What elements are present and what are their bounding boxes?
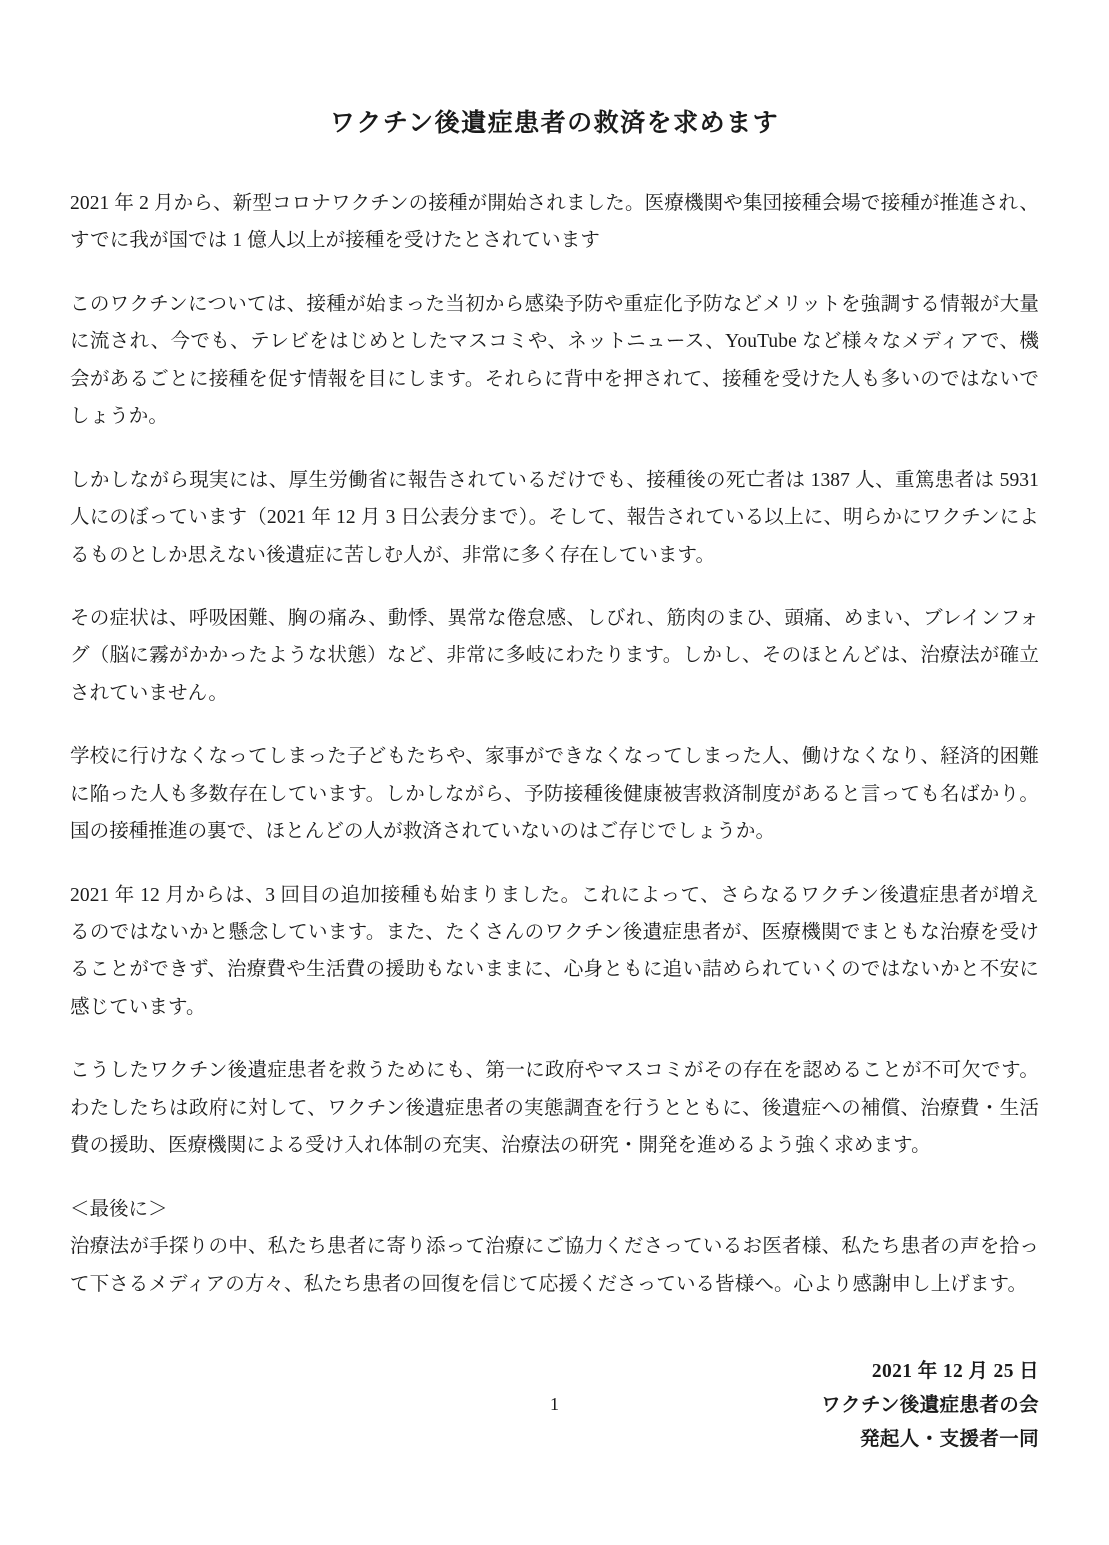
closing-section	[70, 1191, 1039, 1303]
signature-organization: ワクチン後遺症患者の会	[821, 1395, 1039, 1417]
closing-text: 治療法が手探りの中、私たち患者に寄り添って治療にご協力くださっているお医者様、私たち患者の声を拾って下さるメディアの方々、私たち患者の回復を信じて応援くださっている皆様へ。心より感謝申し上げます。	[70, 1236, 1039, 1295]
paragraph-3: しかしながら現実には、厚生労働省に報告されているだけでも、接種後の死亡者は 1387 人、重篤患者は 5931 人にのぼっています（2021 年 12 月 3 日公表分まで）。そして、報告されている以上に、明らかにワクチンによるものとしか思えない後遺症に苦しむ人が、非常に多く存在しています。	[70, 469, 1039, 566]
paragraph-7: こうしたワクチン後遺症患者を救うためにも、第一に政府やマスコミがその存在を認めることが不可欠です。わたしたちは政府に対して、ワクチン後遺症患者の実態調査を行うとともに、後遺症への補償、治療費・生活費の援助、医療機関による受け入れ体制の充実、治療法の研究・開発を進めるよう強く求めます。	[70, 1060, 1039, 1157]
closing-heading: ＜最後に＞	[70, 1198, 168, 1220]
paragraph-5: 学校に行けなくなってしまった子どもたちや、家事ができなくなってしまった人、働けなくなり、経済的困難に陥った人も多数存在しています。しかしながら、予防接種後健康被害救済制度があると言っても名ばかり。国の接種推進の裏で、ほとんどの人が救済されていないのはご存じでしょうか。	[70, 746, 1039, 843]
document-body	[70, 185, 1039, 1457]
paragraph-2: このワクチンについては、接種が始まった当初から感染予防や重症化予防などメリットを強調する情報が大量に流され、今でも、テレビをはじめとしたマスコミや、ネットニュース、YouTube など様々なメディアで、機会があるごとに接種を促す情報を目にします。それらに背中を押されて、接種を受けた人も多いのではないでしょうか。	[70, 293, 1039, 428]
paragraph-1: 2021 年 2 月から、新型コロナワクチンの接種が開始されました。医療機関や集団接種会場で接種が推進され、すでに我が国では 1 億人以上が接種を受けたとされています	[70, 193, 1039, 252]
page-title: ワクチン後遺症患者の救済を求めます	[329, 110, 780, 137]
page-number: 1	[550, 1394, 559, 1414]
signature-date: 2021 年 12 月 25 日	[871, 1360, 1039, 1382]
paragraph-6: 2021 年 12 月からは、3 回目の追加接種も始まりました。これによって、さらなるワクチン後遺症患者が増えるのではないかと懸念しています。また、たくさんのワクチン後遺症患者が、医療機関でまともな治療を受けることができず、治療費や生活費の援助もないままに、心身ともに追い詰められていくのではないかと不安に感じています。	[70, 884, 1039, 1018]
signature-signers: 発起人・支援者一同	[859, 1429, 1039, 1451]
paragraph-4: その症状は、呼吸困難、胸の痛み、動悸、異常な倦怠感、しびれ、筋肉のまひ、頭痛、めまい、ブレインフォグ（脳に霧がかかったような状態）など、非常に多岐にわたります。しかし、そのほとんどは、治療法が確立されていません。	[70, 607, 1039, 704]
